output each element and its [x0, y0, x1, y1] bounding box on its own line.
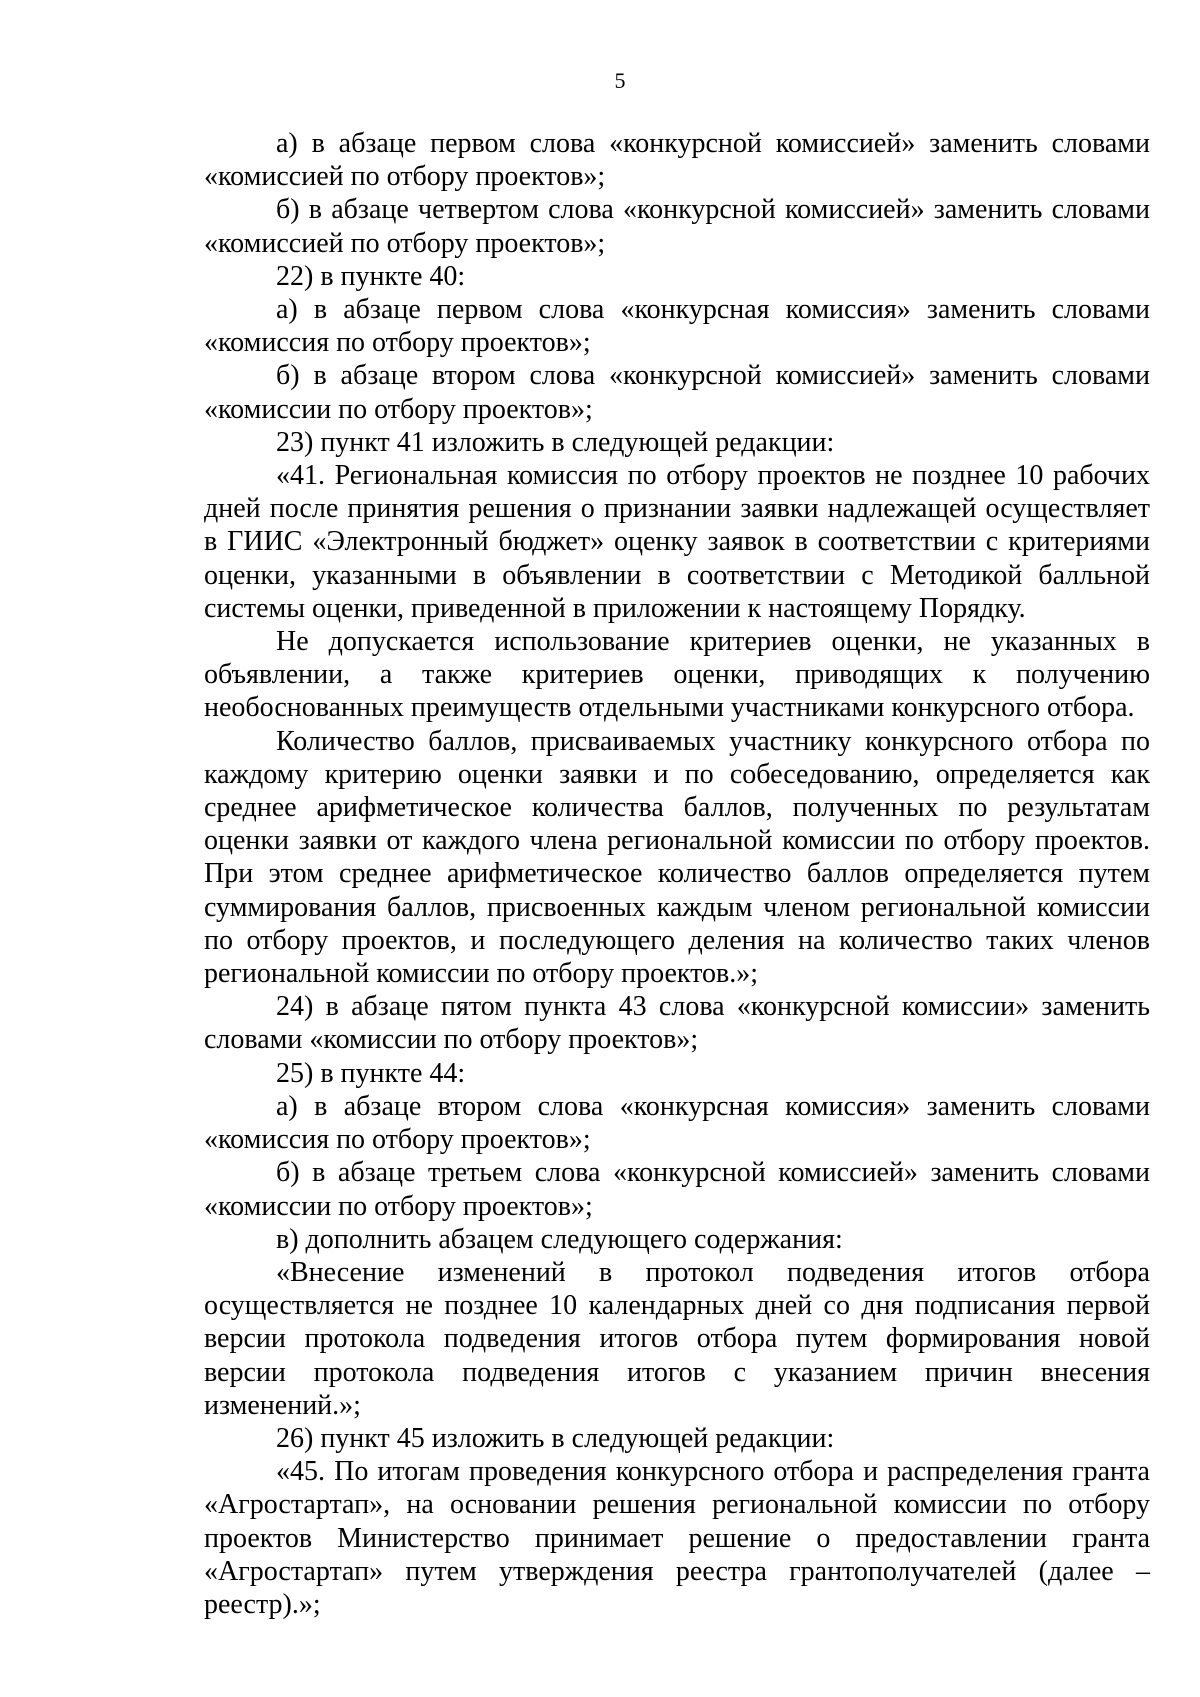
paragraph-14: в) дополнить абзацем следующего содержания:: [276, 1223, 843, 1255]
paragraph-15: «Внесение изменений в протокол подведения итогов отбора осуществляется не позднее 10 календарных дней со дня подписания первой версии протокола подведения итогов отбора путем формирования новой версии протокола подведения итогов с указанием причин внесения изменений.»;: [204, 1256, 1150, 1421]
paragraph-7: «41. Региональная комиссия по отбору проектов не позднее 10 рабочих дней после принятия решения о признании заявки надлежащей осуществляет в ГИИС «Электронный бюджет» оценку заявок в соответствии с критериями оценки, указанными в объявлении в соответствии с Методикой балльной системы оценки, приведенной в приложении к настоящему Порядку.: [204, 460, 1150, 624]
paragraph-1: а) в абзаце первом слова «конкурсной комиссией» заменить словами «комиссией по отбору проектов»;: [204, 128, 1150, 193]
paragraph-10: 24) в абзаце пятом пункта 43 слова «конкурсной комиссии» заменить словами «комиссии по отбору проектов»;: [204, 991, 1150, 1056]
paragraph-12: а) в абзаце втором слова «конкурсная комиссия» заменить словами «комиссия по отбору проектов»;: [204, 1090, 1150, 1156]
paragraph-5: б) в абзаце втором слова «конкурсной комиссией» заменить словами «комиссии по отбору проектов»;: [204, 360, 1150, 425]
page-number: 5: [614, 68, 626, 93]
paragraph-2: б) в абзаце четвертом слова «конкурсной комиссией» заменить словами «комиссией по отбору проектов»;: [204, 194, 1150, 259]
paragraph-13: б) в абзаце третьем слова «конкурсной комиссией» заменить словами «комиссии по отбору проектов»;: [204, 1157, 1150, 1222]
paragraph-16: 26) пункт 45 изложить в следующей редакции:: [276, 1422, 835, 1454]
paragraph-11: 25) в пункте 44:: [276, 1057, 466, 1089]
paragraph-6: 23) пункт 41 изложить в следующей редакции:: [276, 426, 835, 458]
paragraph-8: Не допускается использование критериев оценки, не указанных в объявлении, а также критериев оценки, приводящих к получению необоснованных преимуществ отдельными участниками конкурсного отбора.: [204, 626, 1150, 724]
document-body: [204, 127, 1150, 1621]
paragraph-4: а) в абзаце первом слова «конкурсная комиссия» заменить словами «комиссия по отбору проектов»;: [204, 294, 1150, 359]
paragraph-9: Количество баллов, присваиваемых участнику конкурсного отбора по каждому критерию оценки заявки и по собеседованию, определяется как среднее арифметическое количества баллов, полученных по результатам оценки заявки от каждого члена региональной комиссии по отбору проектов. При этом среднее арифметическое количество баллов определяется путем суммирования баллов, присвоенных каждым членом региональной комиссии по отбору проектов, и последующего деления на количество таких членов региональной комиссии по отбору проектов.»;: [204, 725, 1150, 990]
paragraph-17: «45. По итогам проведения конкурсного отбора и распределения гранта «Агростартап», на основании решения региональной комиссии по отбору проектов Министерство принимает решение о предоставлении гранта «Агростартап» путем утверждения реестра грантополучателей (далее – реестр).»;: [204, 1456, 1150, 1620]
paragraph-3: 22) в пункте 40:: [276, 260, 466, 292]
